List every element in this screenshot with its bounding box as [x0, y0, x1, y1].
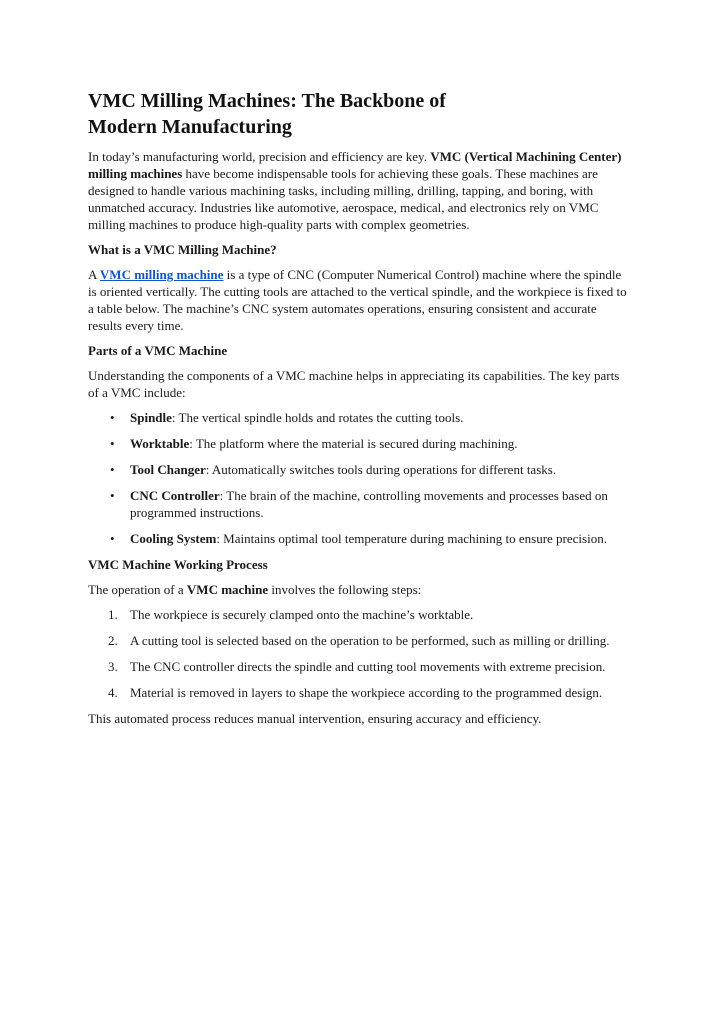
intro-paragraph [88, 148, 633, 233]
list-item [88, 684, 633, 701]
part-term: Worktable [130, 436, 190, 451]
part-term: Tool Changer [130, 462, 206, 477]
step-number: 4. [108, 685, 118, 700]
step-number: 1. [108, 607, 118, 622]
definition-text-2: is a type of CNC (Computer Numerical Control) machine where the spindle is oriented vertically. The cutting tools are attached to the vertical spindle, and the workpiece is fixed to a table below. The machine’s CNC system automates operations, ensuring consistent and accurate results every time. [88, 267, 627, 333]
process-text-1: The operation of a [88, 582, 187, 597]
list-item [88, 461, 633, 478]
bullet-icon: • [110, 436, 115, 451]
bullet-icon: • [110, 531, 115, 546]
list-item [88, 435, 633, 452]
part-description: : The platform where the material is secured during machining. [189, 436, 518, 451]
bullet-icon: • [110, 462, 115, 477]
vmc-milling-machine-link[interactable]: VMC milling machine [99, 267, 224, 282]
intro-bold-term: VMC (Vertical Machining Center) milling machines [88, 149, 622, 181]
step-text: A cutting tool is selected based on the operation to be performed, such as milling or drilling. [130, 633, 610, 648]
part-term: Spindle [130, 410, 172, 425]
step-text: The CNC controller directs the spindle and cutting tool movements with extreme precision. [130, 659, 606, 674]
page-title: VMC Milling Machines: The Backbone of Modern Manufacturing [88, 90, 446, 138]
bullet-icon: • [110, 410, 115, 425]
process-text-2: involves the following steps: [268, 582, 422, 597]
list-item [88, 658, 633, 675]
section-heading-what-is: What is a VMC Milling Machine? [88, 242, 277, 257]
step-number: 3. [108, 659, 118, 674]
section-heading-working-process: VMC Machine Working Process [88, 557, 268, 572]
bullet-icon: • [110, 488, 115, 503]
list-item [88, 409, 633, 426]
list-item [88, 487, 633, 521]
list-item [88, 530, 633, 547]
process-bold-term: VMC machine [186, 582, 269, 597]
definition-text-1: A [88, 267, 100, 282]
list-item [88, 632, 633, 649]
part-description: : The brain of the machine, controlling movements and processes based on programmed instructions. [130, 488, 608, 520]
step-text: Material is removed in layers to shape the workpiece according to the programmed design. [130, 685, 603, 700]
step-number: 2. [108, 633, 118, 648]
part-description: : The vertical spindle holds and rotates the cutting tools. [171, 410, 464, 425]
section-heading-parts: Parts of a VMC Machine [88, 343, 228, 358]
process-steps-list [88, 606, 633, 701]
list-item [88, 606, 633, 623]
intro-text-2: have become indispensable tools for achieving these goals. These machines are designed to handle various machining tasks, including milling, drilling, tapping, and boring, with unmatched accuracy. Industries like automotive, aerospace, medical, and electronics rely on VMC milling machines to produce high-quality parts with complex geometries. [88, 166, 599, 232]
parts-intro-paragraph: Understanding the components of a VMC machine helps in appreciating its capabilities. The key parts of a VMC include: [88, 368, 620, 400]
part-description: : Automatically switches tools during operations for different tasks. [205, 462, 557, 477]
intro-text-1: In today’s manufacturing world, precision and efficiency are key. [88, 149, 431, 164]
part-description: : Maintains optimal tool temperature during machining to ensure precision. [216, 531, 607, 546]
definition-paragraph [88, 266, 633, 334]
closing-paragraph: This automated process reduces manual intervention, ensuring accuracy and efficiency. [88, 711, 542, 726]
part-term: CNC Controller [130, 488, 220, 503]
step-text: The workpiece is securely clamped onto the machine’s worktable. [130, 607, 474, 622]
process-intro-paragraph [88, 581, 633, 598]
parts-list [88, 409, 633, 547]
part-term: Cooling System [130, 531, 217, 546]
